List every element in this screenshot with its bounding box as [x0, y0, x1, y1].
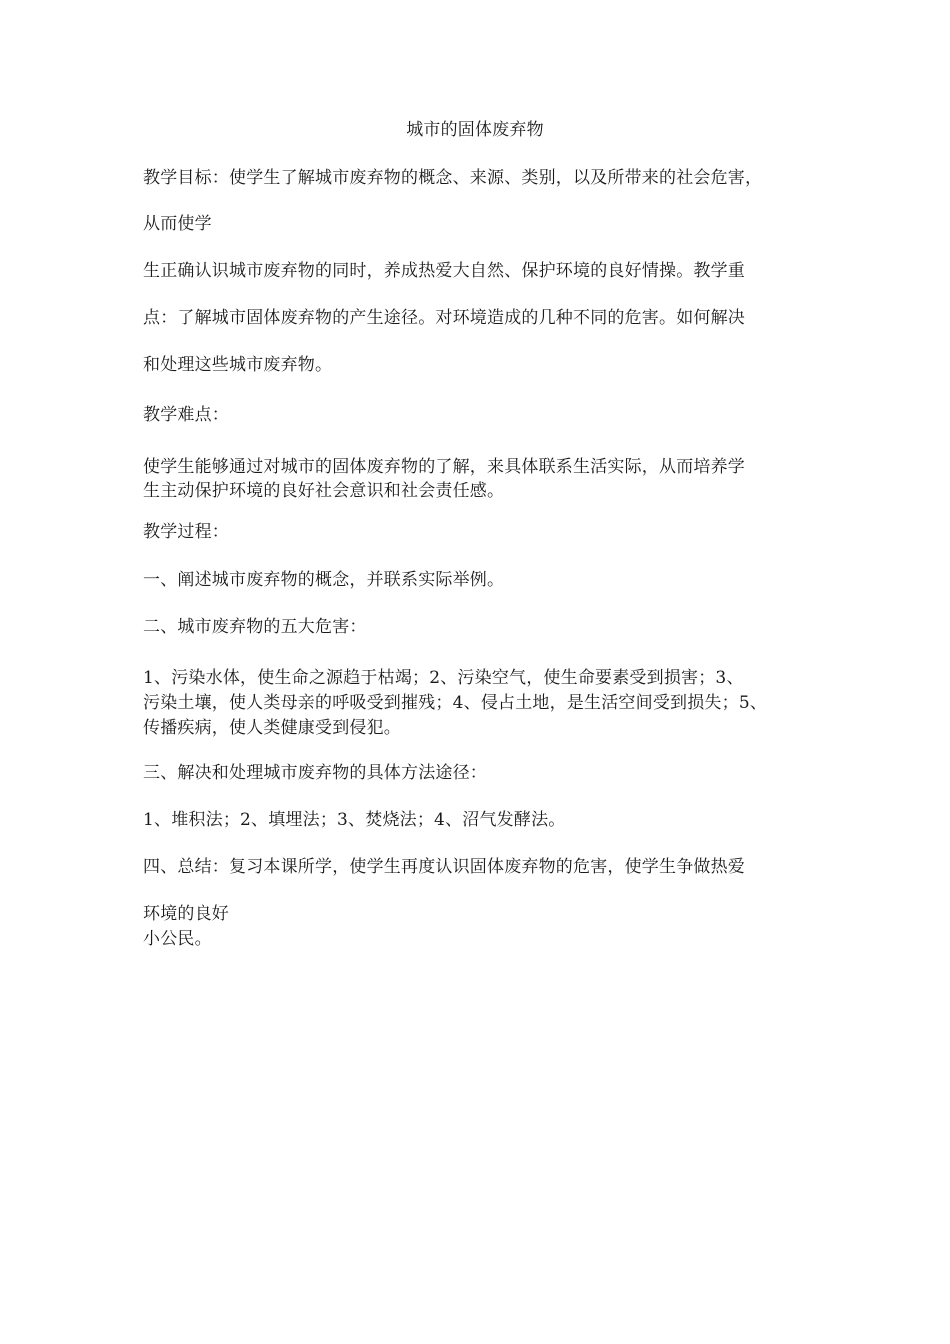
text-line: 生主动保护环境的良好社会意识和社会责任感。 [143, 481, 505, 501]
document-title: 城市的固体废弃物 [406, 120, 544, 140]
text-line: 教学难点： [143, 405, 229, 425]
text-line: 生正确认识城市废弃物的同时，养成热爱大自然、保护环境的良好情操。教学重 [143, 261, 745, 281]
text-line: 污染土壤，使人类母亲的呼吸受到摧残；4、侵占土地，是生活空间受到损失；5、 [143, 693, 768, 713]
text-line: 一、阐述城市废弃物的概念，并联系实际举例。 [143, 570, 505, 590]
text-line: 和处理这些城市废弃物。 [143, 355, 333, 375]
text-line: 使学生能够通过对城市的固体废弃物的了解，来具体联系生活实际，从而培养学 [143, 457, 745, 477]
text-line: 二、城市废弃物的五大危害： [143, 617, 367, 637]
text-line: 教学过程： [143, 522, 229, 542]
text-line: 1、堆积法；2、填埋法；3、焚烧法；4、沼气发酵法。 [143, 810, 566, 830]
text-line: 三、解决和处理城市废弃物的具体方法途径： [143, 763, 487, 783]
text-line: 点：了解城市固体废弃物的产生途径。对环境造成的几种不同的危害。如何解决 [143, 308, 745, 328]
text-line: 从而使学 [143, 214, 212, 234]
text-line: 四、总结：复习本课所学，使学生再度认识固体废弃物的危害，使学生争做热爱 [143, 857, 745, 877]
text-line: 小公民。 [143, 929, 212, 949]
text-line: 环境的良好 [143, 904, 229, 924]
text-line: 1、污染水体，使生命之源趋于枯竭；2、污染空气，使生命要素受到损害；3、 [143, 668, 744, 688]
text-line: 传播疾病，使人类健康受到侵犯。 [143, 718, 401, 738]
text-line: 教学目标：使学生了解城市废弃物的概念、来源、类别，以及所带来的社会危害， [143, 168, 763, 188]
